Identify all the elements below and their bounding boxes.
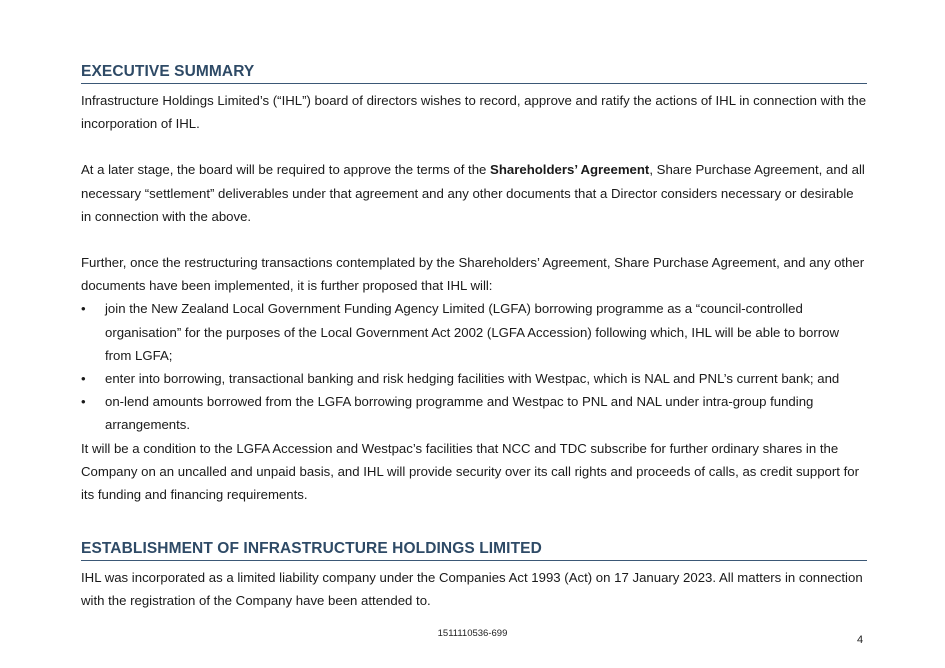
paragraph-2-text-end: , Share Purchase Agreement, and all necessary “settlement” deliverables under that agreement and any other documents that a Director considers necessary or desirable in connection with the above. (81, 162, 865, 224)
list-item-text: enter into borrowing, transactional banking and risk hedging facilities with Westpac, which is NAL and PNL’s current bank; and (105, 371, 840, 387)
exec-summary-paragraph-4: It will be a condition to the LGFA Accession and Westpac’s facilities that NCC and TDC subscribe for further ordinary shares in the Company on an uncalled and unpaid basis, and IHL will provide security over its call rights and proceeds of calls, as credit support for its funding and financing requirements. (81, 440, 859, 503)
bullet-icon: • (81, 301, 86, 317)
list-item-text: join the New Zealand Local Government Funding Agency Limited (LGFA) borrowing programme as a “council-controlled organisation” for the purposes of the Local Government Act 2002 (LGFA Accession) following which, IHL will be able to borrow from LGFA; (105, 301, 840, 363)
bullet-icon: • (81, 394, 86, 410)
establishment-paragraph-1: IHL was incorporated as a limited liability company under the Companies Act 1993 (Act) on 17 January 2023. All matters in connection with the registration of the Company have been attended to. (81, 570, 863, 609)
list-item (81, 390, 867, 436)
section-heading-establishment: ESTABLISHMENT OF INFRASTRUCTURE HOLDINGS LIMITED (81, 539, 867, 561)
establishment-section (81, 539, 867, 612)
exec-summary-paragraph-1: Infrastructure Holdings Limited’s (“IHL”) board of directors wishes to record, approve and ratify the actions of IHL in connection with the incorporation of IHL. (81, 93, 867, 132)
paragraph-gap (81, 228, 867, 251)
section-heading-executive-summary: EXECUTIVE SUMMARY (81, 62, 867, 84)
list-item (81, 297, 867, 367)
proposal-bullet-list (81, 297, 867, 436)
shareholders-agreement-bold: Shareholders’ Agreement (490, 162, 650, 178)
list-item-text: on-lend amounts borrowed from the LGFA borrowing programme and Westpac to PNL and NAL under intra-group funding arrangements. (105, 394, 814, 433)
bullet-icon: • (81, 371, 86, 387)
page-number: 4 (857, 634, 864, 646)
document-reference: 1511110536-699 (437, 628, 508, 639)
paragraph-2-text-start: At a later stage, the board will be required to approve the terms of the (81, 162, 491, 178)
exec-summary-paragraph-3: Further, once the restructuring transactions contemplated by the Shareholders’ Agreement, Share Purchase Agreement, and any other documents have been implemented, it is further proposed that IHL will: (81, 255, 865, 294)
exec-summary-paragraph-2 (81, 158, 867, 228)
paragraph-gap (81, 135, 867, 158)
list-item (81, 367, 867, 390)
page-content (81, 62, 867, 613)
